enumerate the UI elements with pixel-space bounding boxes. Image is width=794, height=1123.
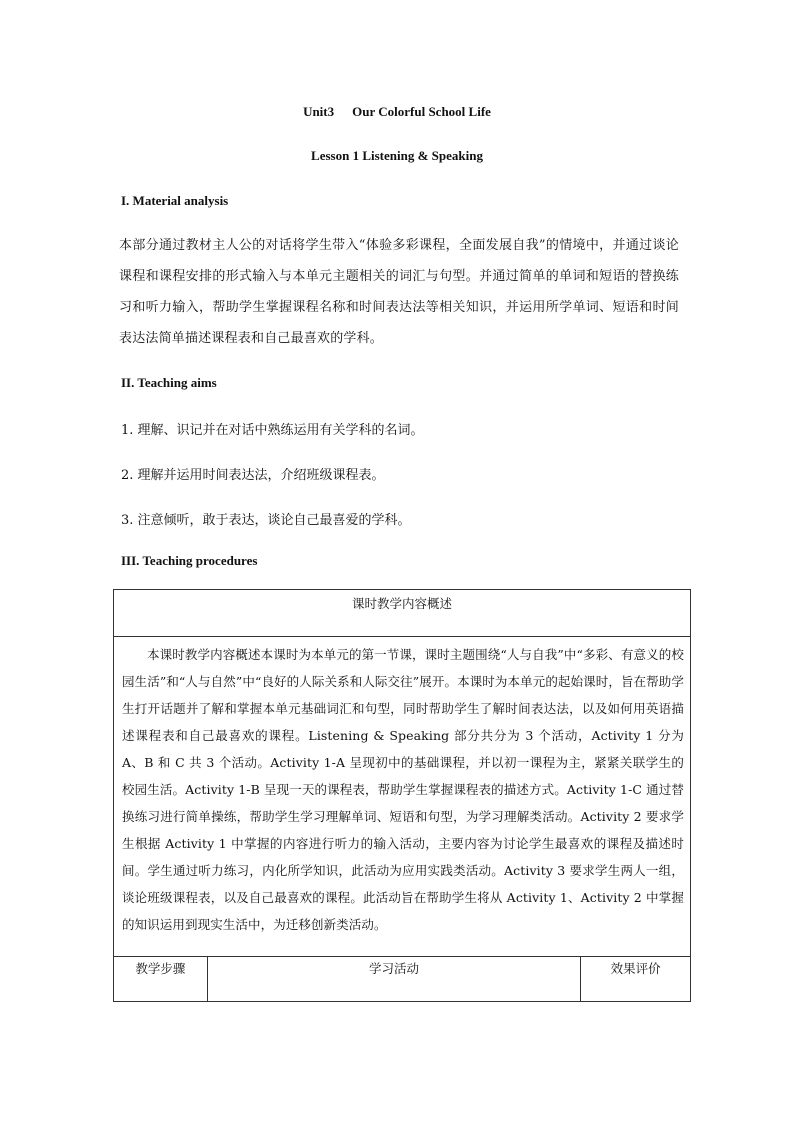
unit-title xyxy=(0,104,794,120)
lesson-title: Lesson 1 Listening & Speaking xyxy=(311,148,483,163)
procedures-table xyxy=(113,589,691,1002)
teaching-aims-heading: II. Teaching aims xyxy=(121,375,217,390)
overview-header: 课时教学内容概述 xyxy=(114,590,691,637)
column-header-activities: 学习活动 xyxy=(207,957,580,1002)
aim-item-2: 2. 理解并运用时间表达法，介绍班级课程表。 xyxy=(121,468,385,483)
material-analysis-text: 本部分通过教材主人公的对话将学生带入“体验多彩课程，全面发展自我”的情境中，并通过谈论课程和课程安排的形式输入与本单元主题相关的词汇与句型。并通过简单的单词和短语的替换练习和听力输入，帮助学生掌握课程名称和时间表达法等相关知识，并运用所学单词、短语和时间表达法简单描述课程表和自己最喜欢的学科。 xyxy=(119,238,679,346)
aim-item-3: 3. 注意倾听，敢于表达，谈论自己最喜爱的学科。 xyxy=(121,513,411,528)
teaching-procedures-heading: III. Teaching procedures xyxy=(121,553,258,568)
material-analysis-heading: I. Material analysis xyxy=(121,193,229,208)
unit-name: Our Colorful School Life xyxy=(352,104,491,119)
column-header-evaluation: 效果评价 xyxy=(581,957,691,1002)
column-header-steps: 教学步骤 xyxy=(114,957,208,1002)
unit-number: Unit3 xyxy=(303,104,335,119)
aim-item-1: 1. 理解、识记并在对话中熟练运用有关学科的名词。 xyxy=(121,423,424,438)
overview-text: 本课时教学内容概述本课时为本单元的第一节课，课时主题围绕“人与自我”中“多彩、有意义的校园生活”和“人与自然”中“良好的人际关系和人际交往”展开。本课时为本单元的起始课时，旨在帮助学生打开话题并了解和掌握本单元基础词汇和句型，同时帮助学生了解时间表达法，以及如何用英语描述课程表和自己最喜欢的课程。Listening & Speaking 部分共分为 3 个活动，Activity 1 分为 A、B 和 C 共 3 个活动。Activity 1-A 呈现初中的基础课程，并以初一课程为主，紧紧关联学生的校园生活。Activity 1-B 呈现一天的课程表，帮助学生掌握课程表的描述方式。Activity 1-C 通过替换练习进行简单操练，帮助学生学习理解单词、短语和句型，为学习理解类活动。Activity 2 要求学生根据 Activity 1 中掌握的内容进行听力的输入活动，主要内容为讨论学生最喜欢的课程及描述时间。学生通过听力练习，内化所学知识，此活动为应用实践类活动。Activity 3 要求学生两人一组，谈论班级课程表，以及自己最喜欢的课程。此活动旨在帮助学生将从 Activity 1、Activity 2 中掌握的知识运用到现实生活中，为迁移创新类活动。 xyxy=(114,637,691,957)
